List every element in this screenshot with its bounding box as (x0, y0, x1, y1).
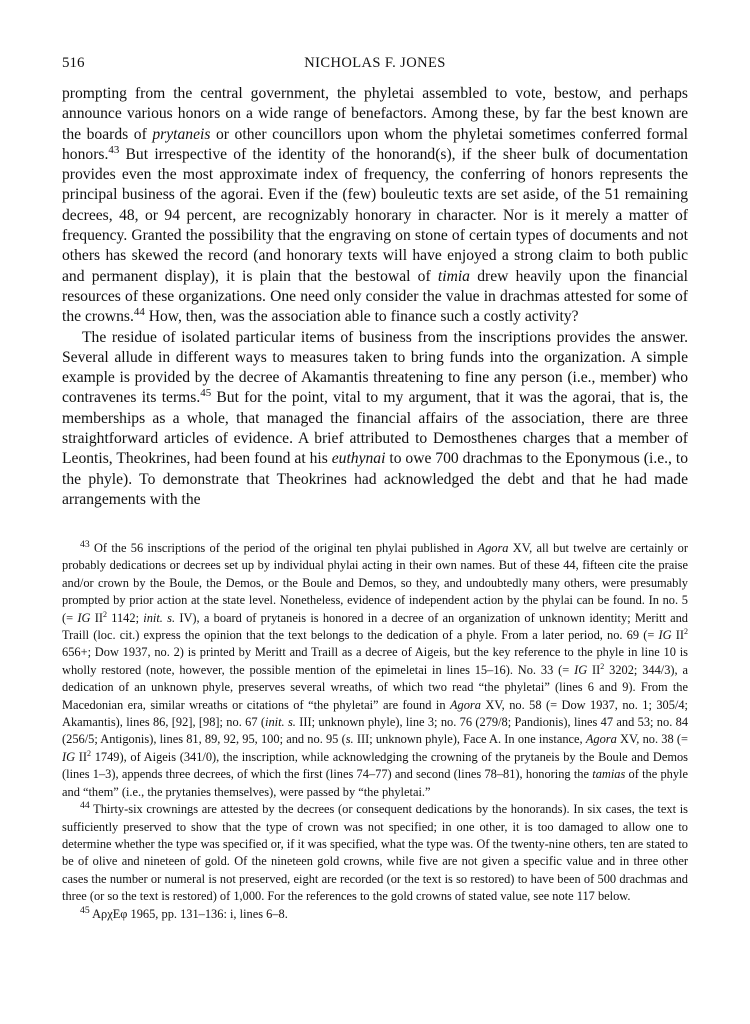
footnotes (62, 540, 688, 923)
footnote-ref-43[interactable]: 43 (108, 143, 120, 156)
paragraph-2: The residue of isolated particular items of business from the inscriptions provides the answer. Several allude in different ways to measures taken to bring funds into the organization. A simple example is provided by the decree of Akamantis threatening to fine any person (i.e., member) who contravenes its terms.$^{45}$ But for the point, vital to my argument, that it was the agorai, that is, the memberships as a whole, that managed the financial affairs of the association, there are three straightforward articles of evidence. A brief attributed to Demosthenes charges that a member of Leontis, Theokrines, had been found at his euthynai to owe 700 drachmas to the Eponymous (i.e., to the phyle). To demonstrate that Theokrines had acknowledged the debt and that he had made arrangements with the (62, 328, 688, 508)
page-header (62, 55, 688, 77)
footnote-45: $^{45}$ ΑρχΕφ 1965, pp. 131–136: i, lines 6–8. (80, 904, 288, 921)
footnote-44: $^{44}$ Thirty-six crownings are attested by the decrees (or consequent dedications by the honorands). In six cases, the text is sufficiently preserved to show that the type of crown was not specified; in one other, it is too damaged to allow one to determine whether the type was specified or, if it was specified, what the type was. Of the twenty-nine others, ten are stated to be of olive and nineteen of gold. Of the nineteen gold crowns, while five are not given a specific value and in three other cases the number or numeral is not preserved, eight are recorded (or the text is so restored) to have been of 500 drachmas and three (or so the text is restored) of 1,000. For the references to the gold crowns of stated value, see note 117 below. (62, 799, 688, 904)
paragraph-1: prompting from the central government, the phyletai assembled to vote, bestow, and perhaps announce various honors on a wide range of benefactors. Among these, by far the best known are the boards of prytaneis or other councillors upon whom the phyletai sometimes conferred formal honors.$^{43}$ But irrespective of the identity of the honorand(s), if the sheer bulk of documentation provides even the most approximate index of frequency, the conferring of honors represents the principal business of the agorai. Even if the (few) bouleutic texts are set aside, of the 51 remaining decrees, 48, or 94 percent, are recognizably honorary in character. Nor is it merely a matter of frequency. Granted the possibility that the engraving on stone of certain types of documents and not others has skewed the record (and honorary texts will have enjoyed a strong claim to both public and permanent display), it is plain that the bestowal of timia drew heavily upon the financial resources of these organizations. One need only consider the value in drachmas attested for some of the crowns.$^{44}$ How, then, was the association able to finance such a costly activity? (62, 85, 688, 326)
footnote-43: $^{43}$ Of the 56 inscriptions of the period of the original ten phylai published in Agora XV, all but twelve are certainly or probably dedications or decrees set up by individual phylai acting in their own names. But of these 44, fifteen cite the praise and/or crown by the Boule, the Demos, or the Boule and Demos, so they, and undoubtedly many others, were presumably prompted by prior action at the state level. Nonetheless, evidence of independent action by the phylai can be found. In no. 5 (= IG $II^2$ 1142; init. s. IV), a board of prytaneis is honored in a decree of an organization of unknown identity; Meritt and Traill (loc. cit.) express the opinion that the text belongs to the dedication of a phyle. From a later period, no. 69 (= IG $II^2$ 656+; Dow 1937, no. 2) is printed by Meritt and Traill as a decree of Aigeis, but the key reference to the phyle in line 10 is wholly restored (note, however, the possible mention of the epimeletai in lines 15–16). No. 33 (= IG $II^2$ 3202; 344/3), a dedication of an unknown phyle, preserves several wreaths, of which two read “the phyletai” (lines 6 and 9). From the Macedonian era, similar wreaths or citations of “the phyletai” are found in Agora XV, no. 58 (= Dow 1937, no. 1; 305/4; Akamantis), lines 86, [92], [98]; no. 67 (init. s. III; unknown phyle), line 3; no. 76 (279/8; Pandionis), lines 47 and 53; no. 84 (256/5; Antigonis), lines 81, 89, 92, 95, 100; and no. 95 (s. III; unknown phyle), Face A. In one instance, Agora XV, no. 38 (= IG $II^2$ 1749), of Aigeis (341/0), the inscription, while acknowledging the crowning of the prytaneis by the Boule and Demos (lines 1–3), appends three decrees, of which the first (lines 74–77) and second (lines 78–81), honoring the tamias of the phyle and “them” (i.e., the prytanies themselves), were passed by “the phyletai.” (62, 538, 689, 799)
footnote-ref-45[interactable]: 45 (200, 387, 212, 400)
footnote-ref-44[interactable]: 44 (133, 306, 145, 319)
running-head: NICHOLAS F. JONES (304, 55, 446, 71)
page-number: 516 (62, 55, 85, 71)
main-text (62, 84, 688, 510)
